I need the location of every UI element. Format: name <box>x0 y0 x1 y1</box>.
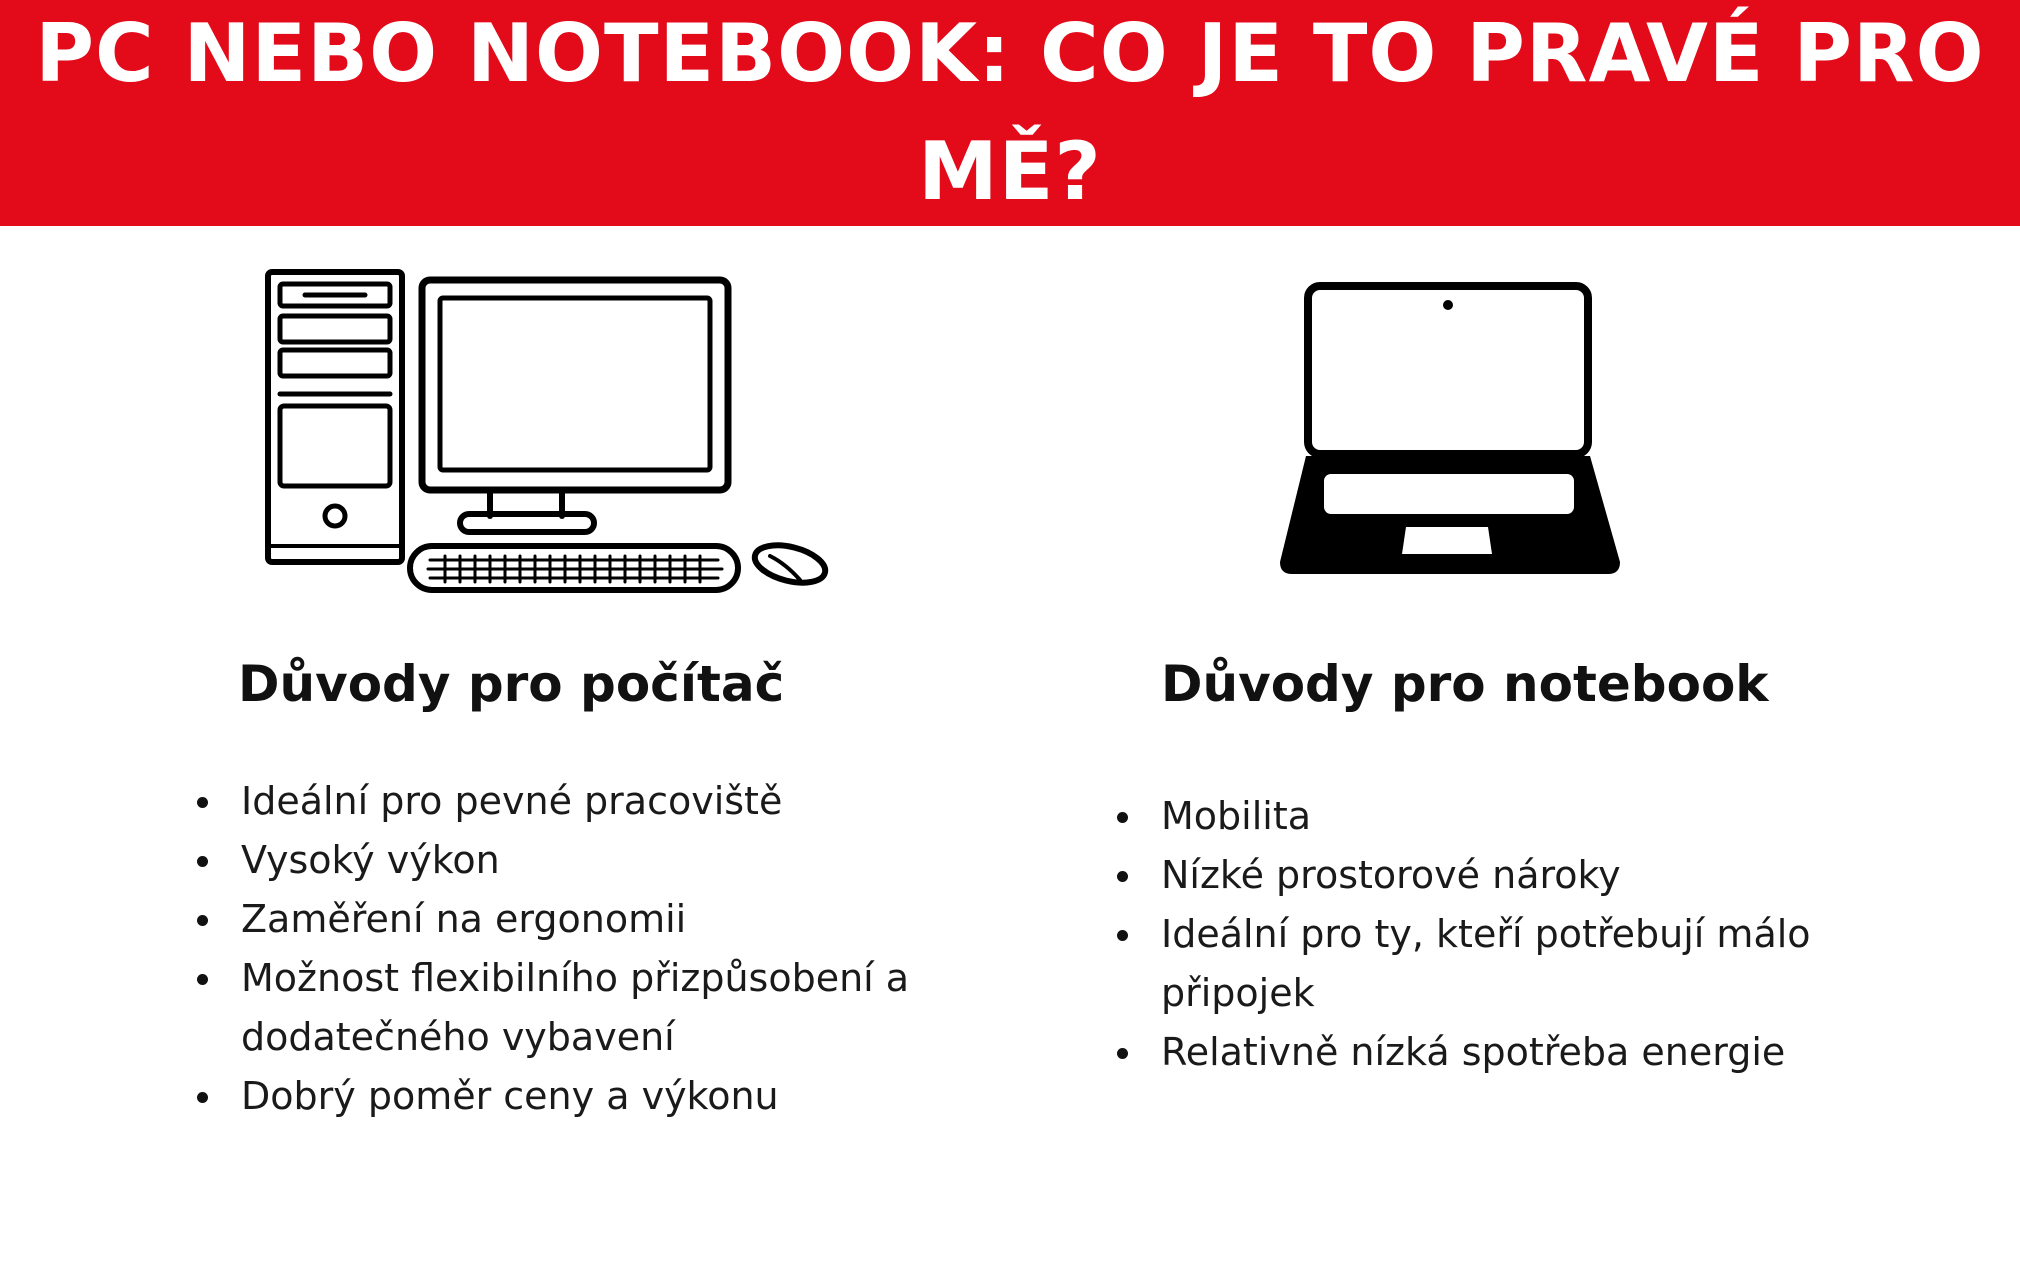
reason-text: Relativně nízká spotřeba energie <box>1161 1030 1786 1074</box>
reason-text: Dobrý poměr ceny a výkonu <box>241 1074 779 1118</box>
reason-text: Ideální pro ty, kteří potřebují málo připojek <box>1161 912 1811 1015</box>
bullet-icon <box>197 856 208 867</box>
bullet-icon <box>1117 812 1128 823</box>
title-banner <box>0 0 2020 226</box>
list-item <box>197 772 957 831</box>
list-item <box>1117 846 1877 905</box>
laptop-icon <box>1280 280 1620 590</box>
bullet-icon <box>197 1092 208 1103</box>
list-item <box>1117 905 1877 1023</box>
pc-keyboard-icon <box>410 546 738 590</box>
reason-text: Mobilita <box>1161 794 1312 838</box>
pc-reasons-list <box>197 772 957 1126</box>
list-item <box>197 890 957 949</box>
reason-text: Možnost flexibilního přizpůsobení a dodatečného vybavení <box>241 956 910 1059</box>
reason-text: Ideální pro pevné pracoviště <box>241 779 783 823</box>
page-title: PC NEBO NOTEBOOK: CO JE TO PRAVÉ PRO MĚ? <box>35 7 1985 218</box>
bullet-icon <box>1117 871 1128 882</box>
bullet-icon <box>1117 1048 1128 1059</box>
list-item <box>1117 1023 1877 1082</box>
notebook-reasons-heading: Důvody pro notebook <box>1161 655 1769 713</box>
list-item <box>197 831 957 890</box>
reason-text: Vysoký výkon <box>241 838 500 882</box>
desktop-pc-icon <box>260 264 840 604</box>
pc-mouse-icon <box>751 539 829 589</box>
bullet-icon <box>1117 930 1128 941</box>
bullet-icon <box>197 915 208 926</box>
notebook-reasons-list <box>1117 787 1877 1082</box>
bullet-icon <box>197 797 208 808</box>
pc-monitor-icon <box>422 280 728 532</box>
list-item <box>197 949 957 1067</box>
reason-text: Zaměření na ergonomii <box>241 897 687 941</box>
reason-text: Nízké prostorové nároky <box>1161 853 1621 897</box>
list-item <box>197 1067 957 1126</box>
pc-tower-icon <box>268 272 402 562</box>
pc-reasons-heading: Důvody pro počítač <box>238 655 785 713</box>
bullet-icon <box>197 974 208 985</box>
list-item <box>1117 787 1877 846</box>
